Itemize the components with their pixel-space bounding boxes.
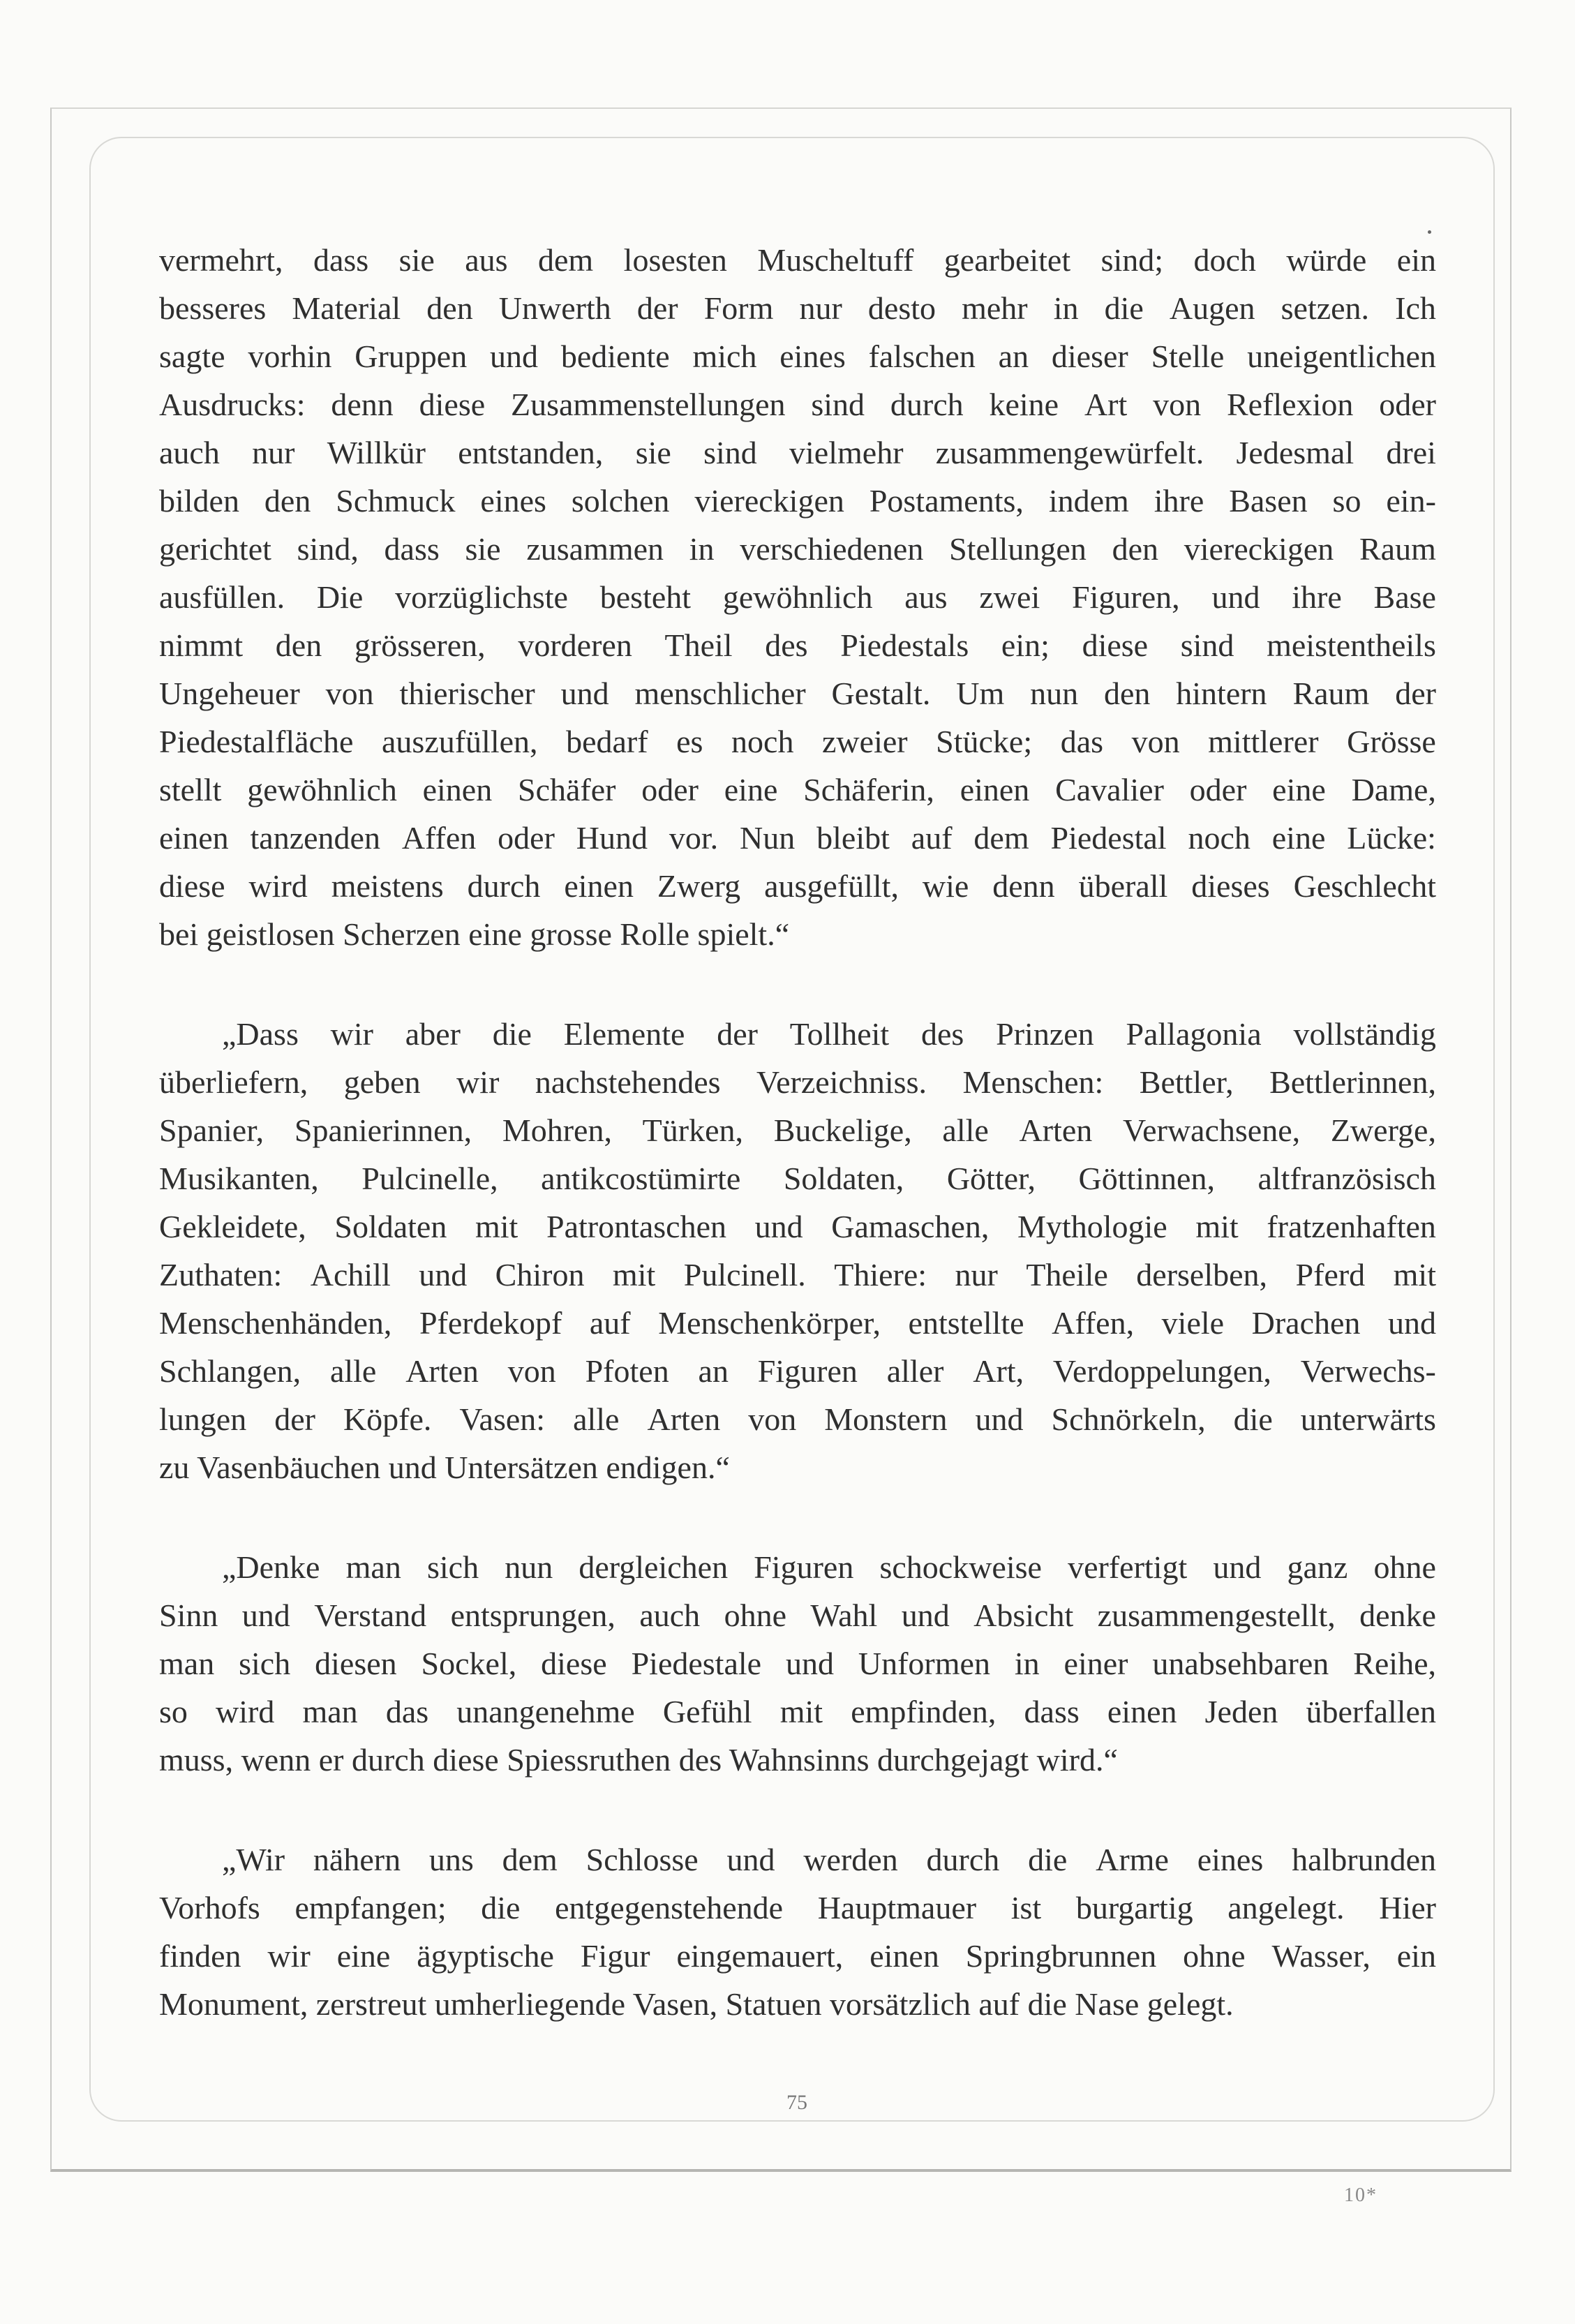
- text-line: Piedestalfläche auszufüllen, bedarf es noch zweier Stücke; das von mittlerer Grösse: [159, 724, 1436, 759]
- text-line: Ausdrucks: denn diese Zusammenstellungen sind durch keine Art von Reflexion oder: [159, 387, 1436, 422]
- text-line: lungen der Köpfe. Vasen: alle Arten von Monstern und Schnörkeln, die unterwärts: [159, 1401, 1436, 1437]
- body-text: [159, 236, 1436, 2080]
- text-line: zu Vasenbäuchen und Untersätzen endigen.“: [159, 1450, 730, 1485]
- paragraph: [159, 236, 1436, 958]
- text-line: ausfüllen. Die vorzüglichste besteht gewöhnlich aus zwei Figuren, und ihre Base: [159, 579, 1436, 615]
- text-line: muss, wenn er durch diese Spiessruthen des Wahnsinns durchgejagt wird.“: [159, 1742, 1118, 1778]
- text-line: Musikanten, Pulcinelle, antikcostümirte Soldaten, Götter, Göttinnen, altfranzösisch: [159, 1161, 1436, 1196]
- text-line: „Wir nähern uns dem Schlosse und werden durch die Arme eines halbrunden: [222, 1842, 1436, 1877]
- text-line: finden wir eine ägyptische Figur eingemauert, einen Springbrunnen ohne Wasser, ein: [159, 1938, 1436, 1974]
- paragraph: [159, 1010, 1436, 1491]
- text-line: Vorhofs empfangen; die entgegenstehende Hauptmauer ist burgartig angelegt. Hier: [159, 1890, 1436, 1926]
- paragraph: [159, 1835, 1436, 2028]
- text-line: sagte vorhin Gruppen und bediente mich eines falschen an dieser Stelle uneigentlichen: [159, 338, 1436, 374]
- text-line: Sinn und Verstand entsprungen, auch ohne Wahl und Absicht zusammengestellt, denke: [159, 1597, 1436, 1633]
- text-line: man sich diesen Sockel, diese Piedestale und Unformen in einer unabsehbaren Reihe,: [159, 1646, 1436, 1681]
- text-line: diese wird meistens durch einen Zwerg ausgefüllt, wie denn überall dieses Geschlecht: [159, 868, 1436, 904]
- text-line: „Dass wir aber die Elemente der Tollheit des Prinzen Pallagonia vollständig: [222, 1016, 1436, 1052]
- text-line: überliefern, geben wir nachstehendes Verzeichniss. Menschen: Bettler, Bettlerinnen,: [159, 1064, 1436, 1100]
- text-line: besseres Material den Unwerth der Form nur desto mehr in die Augen setzen. Ich: [159, 290, 1436, 326]
- text-line: Schlangen, alle Arten von Pfoten an Figuren aller Art, Verdoppelungen, Verwechs-: [159, 1353, 1436, 1389]
- text-line: so wird man das unangenehme Gefühl mit empfinden, dass einen Jeden überfallen: [159, 1694, 1436, 1729]
- text-line: einen tanzenden Affen oder Hund vor. Nun bleibt auf dem Piedestal noch eine Lücke:: [159, 820, 1436, 856]
- text-line: Gekleidete, Soldaten mit Patrontaschen und Gamaschen, Mythologie mit fratzenhaften: [159, 1209, 1436, 1244]
- page-number: 75: [786, 2091, 807, 2114]
- text-line: vermehrt, dass sie aus dem losesten Muscheltuff gearbeitet sind; doch würde ein: [159, 242, 1436, 278]
- text-line: Spanier, Spanierinnen, Mohren, Türken, Buckelige, alle Arten Verwachsene, Zwerge,: [159, 1112, 1436, 1148]
- text-line: gerichtet sind, dass sie zusammen in verschiedenen Stellungen den viereckigen Raum: [159, 531, 1436, 567]
- signature-mark: 10*: [1344, 2184, 1378, 2206]
- text-line: Menschenhänden, Pferdekopf auf Menschenkörper, entstellte Affen, viele Drachen und: [159, 1305, 1436, 1341]
- paragraph: [159, 1543, 1436, 1784]
- ink-dot: [1428, 230, 1431, 234]
- text-line: auch nur Willkür entstanden, sie sind vielmehr zusammengewürfelt. Jedesmal drei: [159, 435, 1436, 470]
- text-line: „Denke man sich nun dergleichen Figuren schockweise verfertigt und ganz ohne: [222, 1549, 1436, 1585]
- text-line: Ungeheuer von thierischer und menschlicher Gestalt. Um nun den hintern Raum der: [159, 676, 1436, 711]
- text-line: bei geistlosen Scherzen eine grosse Rolle spielt.“: [159, 916, 790, 952]
- text-line: Monument, zerstreut umherliegende Vasen, Statuen vorsätzlich auf die Nase gelegt.: [159, 1986, 1234, 2022]
- text-line: bilden den Schmuck eines solchen viereckigen Postaments, indem ihre Basen so ein-: [159, 483, 1436, 519]
- text-line: nimmt den grösseren, vorderen Theil des Piedestals ein; diese sind meistentheils: [159, 627, 1436, 663]
- text-line: stellt gewöhnlich einen Schäfer oder eine Schäferin, einen Cavalier oder eine Dame,: [159, 772, 1436, 807]
- text-line: Zuthaten: Achill und Chiron mit Pulcinell. Thiere: nur Theile derselben, Pferd mit: [159, 1257, 1436, 1293]
